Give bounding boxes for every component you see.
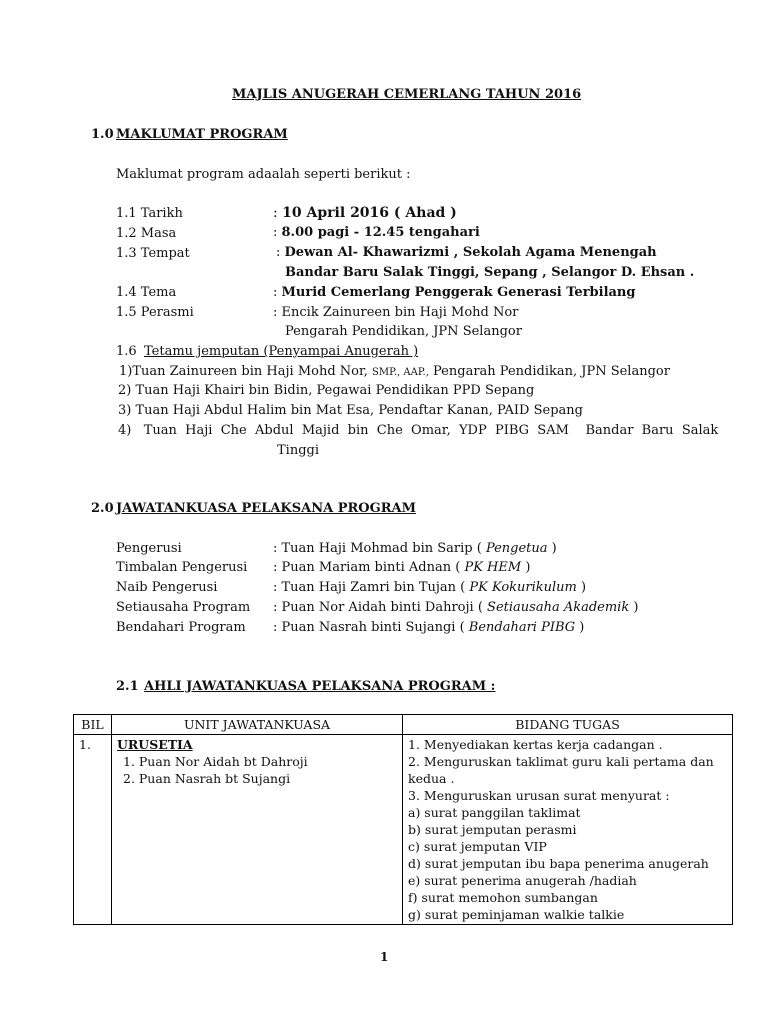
role-holder <box>273 619 584 637</box>
tema-value-text: Murid Cemerlang Penggerak Generasi Terbilang <box>281 285 636 300</box>
table-header-row <box>74 715 733 735</box>
task-item: 3. Menguruskan urusan surat menyurat : <box>408 788 670 803</box>
header-bil: BIL <box>74 715 112 735</box>
header-tugas: BIDANG TUGAS <box>403 715 733 735</box>
role-holder <box>273 559 530 577</box>
role-label: Pengerusi <box>116 541 182 556</box>
task-item: e) surat penerima anugerah /hadiah <box>408 873 637 888</box>
section2-heading: JAWATANKUASA PELAKSANA PROGRAM <box>116 501 416 516</box>
page-number: 1 <box>380 950 389 964</box>
role-holder-name: : Puan Nor Aidah binti Dahroji ( <box>273 600 488 615</box>
role-holder-name: : Puan Mariam binti Adnan ( <box>273 560 465 575</box>
role-holder-close: ) <box>576 580 587 595</box>
tema-label: 1.4 Tema <box>116 285 177 300</box>
tempat-value-line2: Bandar Baru Salak Tinggi, Sepang , Selangor D. Ehsan . <box>285 265 695 280</box>
tetamu-number: 1.6 <box>116 344 137 359</box>
row-bil: 1. <box>74 735 112 925</box>
guest-4-line2: Tinggi <box>277 443 320 458</box>
role-label: Bendahari Program <box>116 620 246 635</box>
role-holder-name: : Tuan Haji Zamri bin Tujan ( <box>273 580 470 595</box>
section1-heading: MAKLUMAT PROGRAM <box>116 127 288 142</box>
role-holder-title: PK HEM <box>464 560 522 575</box>
task-item: b) surat jemputan perasmi <box>408 822 577 837</box>
role-holder <box>273 599 638 617</box>
unit-title: URUSETIA <box>117 737 193 752</box>
subsection-number: 2.1 <box>116 679 139 694</box>
role-label: Setiausaha Program <box>116 600 251 615</box>
guest-4-line1: 4) Tuan Haji Che Abdul Majid bin Che Omar, YDP PIBG SAM Bandar Baru Salak <box>118 423 719 438</box>
task-item: g) surat peminjaman walkie talkie <box>408 907 625 922</box>
masa-label: 1.2 Masa <box>116 226 177 241</box>
task-item: d) surat jemputan ibu bapa penerima anugerah <box>408 856 709 871</box>
guest-2: 2) Tuan Haji Khairi bin Bidin, Pegawai Pendidikan PPD Sepang <box>118 383 535 398</box>
role-holder-title: Setiausaha Akademik <box>487 600 630 615</box>
guest-1-honours: SMP., AAP., <box>372 367 429 378</box>
perasmi-label: 1.5 Perasmi <box>116 305 194 320</box>
role-holder-close: ) <box>547 541 557 556</box>
masa-value: : 8.00 pagi - 12.45 tengahari <box>273 225 480 240</box>
tema-value: : Murid Cemerlang Penggerak Generasi Terbilang <box>273 285 636 300</box>
member-item: 2. Puan Nasrah bt Sujangi <box>123 771 291 786</box>
role-holder-close: ) <box>629 600 639 615</box>
row-unit <box>112 735 403 925</box>
perasmi-value-line1: Encik Zainureen bin Haji Mohd Nor <box>281 305 519 320</box>
tetamu-heading: Tetamu jemputan (Penyampai Anugerah ) <box>144 344 419 359</box>
tempat-label: 1.3 Tempat <box>116 246 190 261</box>
perasmi-value: : Encik Zainureen bin Haji Mohd Nor <box>273 305 519 320</box>
role-holder-title: Pengetua <box>485 541 548 556</box>
document-title: MAJLIS ANUGERAH CEMERLANG TAHUN 2016 <box>232 87 582 102</box>
guest-1-position: Pengarah Pendidikan, JPN Selangor <box>428 364 670 379</box>
role-holder-close: ) <box>575 620 585 635</box>
task-item: f) surat memohon sumbangan <box>408 890 598 905</box>
subsection-heading: AHLI JAWATANKUASA PELAKSANA PROGRAM : <box>144 679 496 694</box>
role-holder <box>273 540 557 558</box>
masa-value-text: 8.00 pagi - 12.45 tengahari <box>281 225 480 240</box>
role-holder <box>273 579 586 597</box>
role-holder-close: ) <box>521 560 531 575</box>
task-item: 2. Menguruskan taklimat guru kali pertama dan kedua . <box>408 754 714 786</box>
guest-1-name: 1)Tuan Zainureen bin Haji Mohd Nor, <box>119 364 373 379</box>
role-holder-name: : Tuan Haji Mohmad bin Sarip ( <box>273 541 486 556</box>
tarikh-value: : 10 April 2016 ( Ahad ) <box>273 205 457 221</box>
guest-3: 3) Tuan Haji Abdul Halim bin Mat Esa, Pendaftar Kanan, PAID Sepang <box>118 403 583 418</box>
task-item: 1. Menyediakan kertas kerja cadangan . <box>408 737 663 752</box>
guest-1 <box>119 363 670 382</box>
section1-intro: Maklumat program adaalah seperti berikut : <box>116 167 411 182</box>
committee-table <box>73 714 733 925</box>
table-row <box>74 735 733 925</box>
tarikh-label: 1.1 Tarikh <box>116 206 183 221</box>
role-holder-name: : Puan Nasrah binti Sujangi ( <box>273 620 469 635</box>
member-item: 1. Puan Nor Aidah bt Dahroji <box>123 754 308 769</box>
header-unit: UNIT JAWATANKUASA <box>112 715 403 735</box>
perasmi-value-line2: Pengarah Pendidikan, JPN Selangor <box>285 324 522 339</box>
role-holder-title: Bendahari PIBG <box>468 620 576 635</box>
role-holder-title: PK Kokurikulum <box>469 580 577 595</box>
role-label: Timbalan Pengerusi <box>116 560 248 575</box>
task-item: a) surat panggilan taklimat <box>408 805 581 820</box>
row-tasks <box>403 735 733 925</box>
task-item: c) surat jemputan VIP <box>408 839 547 854</box>
role-label: Naib Pengerusi <box>116 580 218 595</box>
tempat-value-line1: Dewan Al- Khawarizmi , Sekolah Agama Menengah <box>284 245 657 260</box>
section1-number: 1.0 <box>91 127 114 142</box>
tempat-value: : Dewan Al- Khawarizmi , Sekolah Agama Menengah <box>276 245 657 260</box>
section2-number: 2.0 <box>91 501 114 516</box>
tarikh-value-text: 10 April 2016 ( Ahad ) <box>282 205 457 221</box>
